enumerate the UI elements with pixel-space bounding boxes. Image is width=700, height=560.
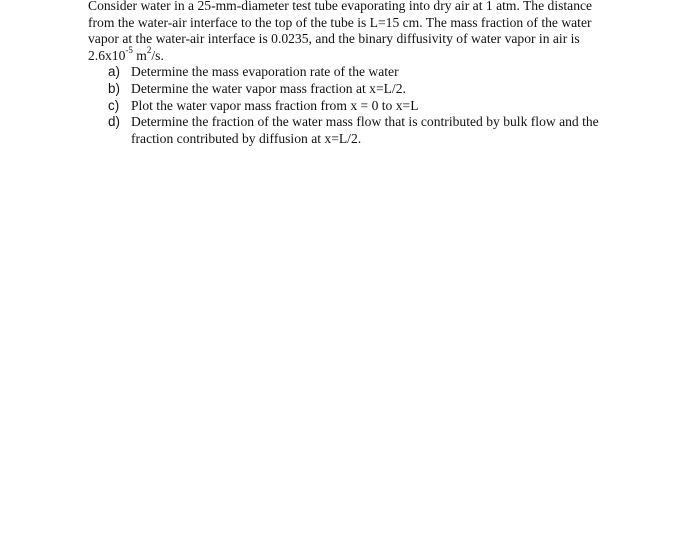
task-text: Determine the fraction of the water mass flow that is contributed by bulk flow and the	[131, 114, 599, 130]
task-item-b	[88, 81, 648, 98]
task-item-c	[88, 98, 648, 115]
task-text: fraction contributed by diffusion at x=L/2.	[131, 130, 362, 146]
task-marker: a)	[108, 64, 120, 80]
statement-line: from the water-air interface to the top of the tube is L=15 cm. The mass fraction of the water	[88, 14, 592, 30]
task-item-a	[88, 64, 648, 81]
statement-line: vapor at the water-air interface is 0.0235, and the binary diffusivity of water vapor in air is	[88, 31, 580, 47]
statement-line: Consider water in a 25-mm-diameter test tube evaporating into dry air at 1 atm. The distance	[88, 0, 593, 13]
diffusivity-unit-rest: /s.	[151, 47, 164, 63]
problem-document	[88, 0, 648, 147]
task-list	[88, 64, 648, 147]
task-marker: b)	[108, 80, 120, 96]
diffusivity-unit-exponent: 2	[146, 45, 152, 56]
task-marker: c)	[108, 97, 120, 113]
task-marker: d)	[108, 114, 120, 130]
task-text: Determine the mass evaporation rate of the water	[131, 64, 399, 80]
diffusivity-base: 2.6x10	[88, 47, 126, 63]
diffusivity-value	[88, 45, 648, 65]
task-item-d	[88, 114, 648, 147]
task-text: Determine the water vapor mass fraction at x=L/2.	[131, 80, 406, 96]
diffusivity-unit: m	[132, 47, 147, 63]
task-text: Plot the water vapor mass fraction from x = 0 to x=L	[131, 97, 419, 113]
diffusivity-exponent: -5	[125, 45, 133, 56]
problem-statement	[88, 0, 648, 64]
